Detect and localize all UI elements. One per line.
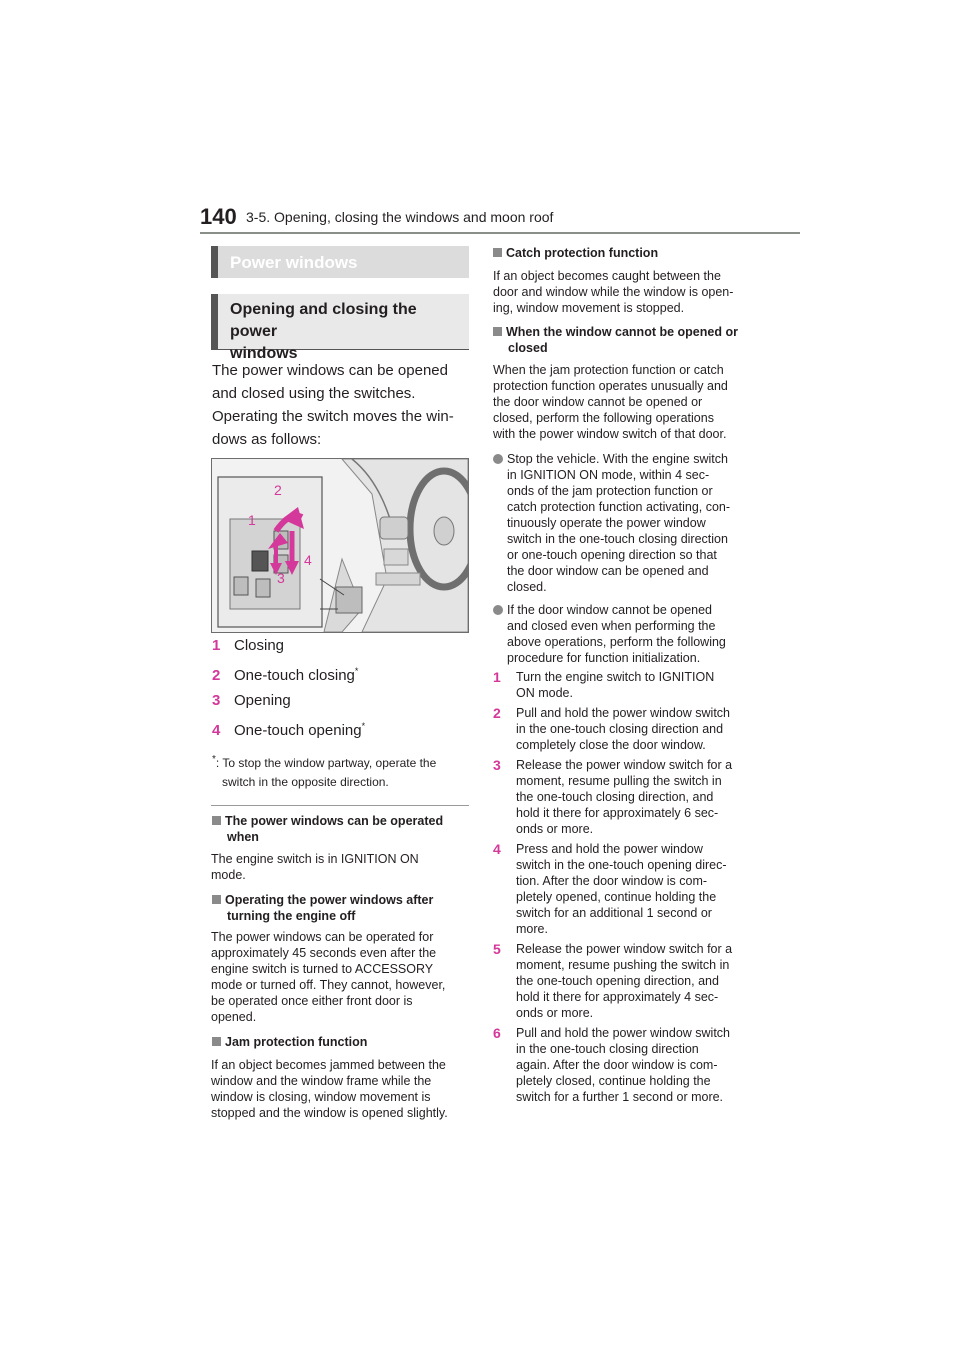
step-line: more. bbox=[516, 922, 548, 936]
note-heading bbox=[212, 813, 474, 845]
para-line: approximately 45 seconds even after the bbox=[211, 946, 437, 960]
para-line: If an object becomes caught between the bbox=[493, 269, 721, 283]
bullet-item bbox=[493, 451, 769, 595]
legend-star: * bbox=[361, 721, 366, 731]
para-line: mode or turned off. They cannot, however, bbox=[211, 978, 446, 992]
para-line: ing, window movement is stopped. bbox=[493, 301, 685, 315]
round-bullet-icon bbox=[493, 605, 503, 615]
note-heading-text: Catch protection function bbox=[506, 246, 659, 260]
note-heading bbox=[493, 324, 755, 356]
subsection-title-line: Opening and closing the power bbox=[230, 301, 417, 340]
footnote-line: switch in the opposite direction. bbox=[222, 775, 389, 789]
bullet-line: If the door window cannot be opened bbox=[507, 603, 713, 617]
para-line: The engine switch is in IGNITION ON bbox=[211, 852, 419, 866]
note-heading-text: Operating the power windows after bbox=[225, 893, 434, 907]
figure-label-1: 1 bbox=[248, 512, 256, 528]
legend-num: 4 bbox=[212, 722, 221, 739]
step-number: 6 bbox=[493, 1025, 501, 1041]
legend-item bbox=[212, 692, 474, 709]
illustration-svg bbox=[212, 459, 468, 632]
para-line: mode. bbox=[211, 868, 246, 882]
square-bullet-icon bbox=[212, 895, 221, 904]
footnote bbox=[212, 750, 474, 792]
square-bullet-icon bbox=[493, 327, 502, 336]
step-line: ON mode. bbox=[516, 686, 573, 700]
step-line: Pull and hold the power window switch bbox=[516, 1026, 731, 1040]
square-bullet-icon bbox=[212, 816, 221, 825]
intro-line: Operating the switch moves the win- bbox=[212, 408, 454, 425]
square-bullet-icon bbox=[212, 1037, 221, 1046]
para-line: door and window while the window is open- bbox=[493, 285, 734, 299]
legend-num: 2 bbox=[212, 667, 221, 684]
legend-star: * bbox=[354, 666, 359, 676]
bullet-line: in IGNITION ON mode, within 4 sec- bbox=[507, 468, 710, 482]
bullet-line: closed. bbox=[507, 580, 547, 594]
note-heading-text: Jam protection function bbox=[225, 1035, 368, 1049]
round-bullet-icon bbox=[493, 454, 503, 464]
bullet-line: catch protection function activating, con- bbox=[507, 500, 731, 514]
note-heading-text: when bbox=[227, 830, 259, 844]
para-line: closed, perform the following operations bbox=[493, 411, 714, 425]
page-number: 140 bbox=[200, 204, 237, 229]
para-line: window and the window frame while the bbox=[211, 1074, 432, 1088]
note-paragraph bbox=[493, 362, 755, 442]
step-line: the one-touch opening direction, and bbox=[516, 974, 719, 988]
para-line: window is closing, window movement is bbox=[211, 1090, 431, 1104]
bullet-line: or one-touch opening direction so that bbox=[507, 548, 717, 562]
subsection-title bbox=[211, 294, 469, 362]
procedure-step bbox=[493, 669, 778, 701]
para-line: If an object becomes jammed between the bbox=[211, 1058, 446, 1072]
step-line: Pull and hold the power window switch bbox=[516, 706, 731, 720]
procedure-step bbox=[493, 1025, 778, 1105]
step-line: pletely closed, continue holding the bbox=[516, 1074, 711, 1088]
bullet-line: switch in the one-touch closing direction bbox=[507, 532, 728, 546]
note-paragraph bbox=[211, 1057, 473, 1121]
legend-text: One-touch opening bbox=[234, 722, 362, 739]
step-line: completely close the door window. bbox=[516, 738, 706, 752]
step-line: Release the power window switch for a bbox=[516, 758, 733, 772]
legend-item bbox=[212, 637, 474, 654]
footnote-mark: * bbox=[212, 754, 216, 765]
footnote-line: : To stop the window partway, operate the bbox=[215, 756, 437, 770]
para-line: with the power window switch of that door. bbox=[493, 427, 727, 441]
step-line: in the one-touch closing direction bbox=[516, 1042, 699, 1056]
step-line: the one-touch closing direction, and bbox=[516, 790, 714, 804]
bullet-line: tinuously operate the power window bbox=[507, 516, 706, 530]
note-heading-text: turning the engine off bbox=[227, 909, 356, 923]
note-paragraph bbox=[211, 929, 473, 1025]
bullet-line: Stop the vehicle. With the engine switch bbox=[507, 452, 728, 466]
subsection-title-line: windows bbox=[230, 345, 298, 362]
note-heading-text: closed bbox=[508, 341, 548, 355]
figure-label-4: 4 bbox=[304, 552, 312, 568]
section-title: Power windows bbox=[211, 246, 469, 278]
procedure-step bbox=[493, 941, 778, 1021]
para-line: opened. bbox=[211, 1010, 257, 1024]
procedure-step bbox=[493, 841, 778, 937]
procedure-step bbox=[493, 705, 778, 753]
figure-label-2: 2 bbox=[274, 482, 282, 498]
legend-text: One-touch closing bbox=[234, 667, 355, 684]
window-switch-illustration bbox=[211, 458, 469, 633]
step-number: 1 bbox=[493, 669, 501, 685]
legend-text: Opening bbox=[234, 692, 291, 709]
note-heading bbox=[212, 1034, 474, 1050]
note-heading-text: The power windows can be operated bbox=[225, 814, 444, 828]
bullet-line: above operations, perform the following bbox=[507, 635, 726, 649]
step-number: 4 bbox=[493, 841, 501, 857]
bullet-line: procedure for function initialization. bbox=[507, 651, 701, 665]
section-rule bbox=[211, 805, 469, 806]
bullet-line: onds of the jam protection function or bbox=[507, 484, 713, 498]
para-line: protection function operates unusually and bbox=[493, 379, 728, 393]
note-heading-text: When the window cannot be opened or bbox=[506, 325, 738, 339]
legend-item bbox=[212, 721, 474, 739]
step-line: pletely opened, continue holding the bbox=[516, 890, 717, 904]
bullet-line: the door window can be opened and bbox=[507, 564, 709, 578]
procedure-step bbox=[493, 757, 778, 837]
para-line: the door window cannot be opened or bbox=[493, 395, 703, 409]
para-line: be operated once either front door is bbox=[211, 994, 413, 1008]
para-line: engine switch is turned to ACCESSORY bbox=[211, 962, 434, 976]
step-number: 3 bbox=[493, 757, 501, 773]
intro-line: The power windows can be opened bbox=[212, 362, 448, 379]
step-line: again. After the door window is com- bbox=[516, 1058, 718, 1072]
step-line: switch in the one-touch opening direc- bbox=[516, 858, 727, 872]
step-line: Release the power window switch for a bbox=[516, 942, 733, 956]
legend-num: 3 bbox=[212, 692, 221, 709]
running-head: 3-5. Opening, closing the windows and moon roof bbox=[246, 209, 554, 225]
step-line: tion. After the door window is com- bbox=[516, 874, 708, 888]
para-line: stopped and the window is opened slightly. bbox=[211, 1106, 448, 1120]
step-line: switch for an additional 1 second or bbox=[516, 906, 712, 920]
step-line: hold it there for approximately 6 sec- bbox=[516, 806, 719, 820]
note-heading bbox=[493, 245, 755, 261]
intro-text bbox=[212, 359, 474, 451]
note-heading bbox=[212, 892, 474, 924]
bullet-item bbox=[493, 602, 769, 666]
note-paragraph bbox=[493, 268, 755, 316]
legend-num: 1 bbox=[212, 637, 221, 654]
bullet-line: and closed even when performing the bbox=[507, 619, 716, 633]
step-number: 2 bbox=[493, 705, 501, 721]
step-line: in the one-touch closing direction and bbox=[516, 722, 724, 736]
legend-text: Closing bbox=[234, 637, 285, 654]
step-line: moment, resume pushing the switch in bbox=[516, 958, 730, 972]
step-line: Press and hold the power window bbox=[516, 842, 703, 856]
note-paragraph bbox=[211, 851, 473, 883]
step-line: onds or more. bbox=[516, 1006, 594, 1020]
step-line: onds or more. bbox=[516, 822, 594, 836]
square-bullet-icon bbox=[493, 248, 502, 257]
step-line: hold it there for approximately 4 sec- bbox=[516, 990, 719, 1004]
para-line: The power windows can be operated for bbox=[211, 930, 434, 944]
figure-label-3: 3 bbox=[277, 570, 285, 586]
step-line: moment, resume pulling the switch in bbox=[516, 774, 722, 788]
header-rule bbox=[200, 232, 800, 234]
para-line: When the jam protection function or catch bbox=[493, 363, 724, 377]
step-line: Turn the engine switch to IGNITION bbox=[516, 670, 715, 684]
intro-line: and closed using the switches. bbox=[212, 385, 416, 402]
intro-line: dows as follows: bbox=[212, 431, 322, 448]
step-line: switch for a further 1 second or more. bbox=[516, 1090, 724, 1104]
legend-item bbox=[212, 666, 474, 684]
step-number: 5 bbox=[493, 941, 501, 957]
